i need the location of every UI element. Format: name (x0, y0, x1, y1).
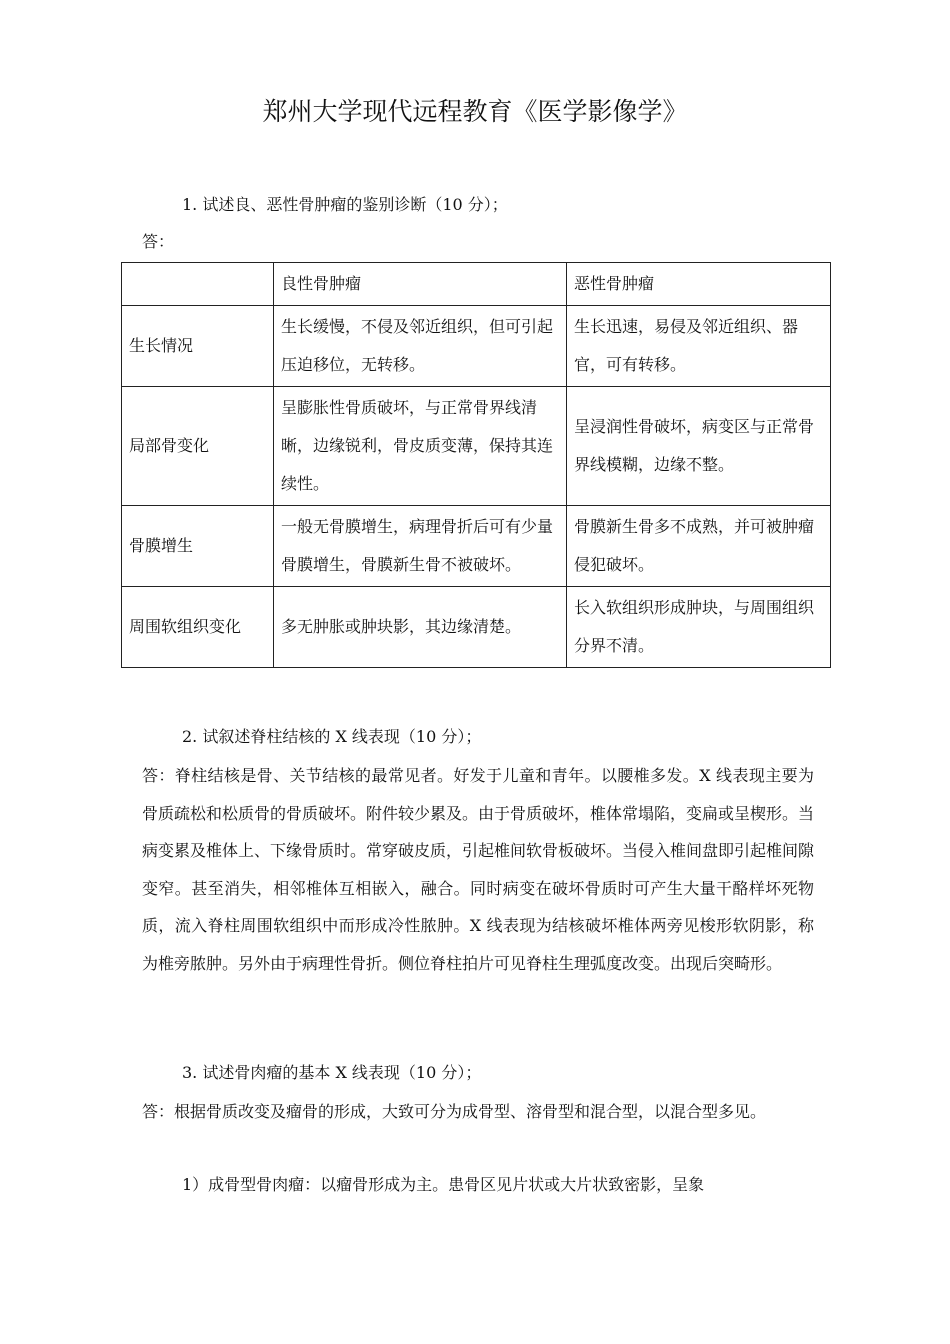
table-header-row (122, 263, 831, 306)
row-label: 骨膜增生 (122, 506, 274, 587)
row-label: 生长情况 (122, 306, 274, 387)
answer-3-item-1: 1）成骨型骨肉瘤：以瘤骨形成为主。患骨区见片状或大片状致密影，呈象 (182, 1175, 705, 1194)
answer-3: 答：根据骨质改变及瘤骨的形成，大致可分为成骨型、溶骨型和混合型，以混合型多见。 (142, 1102, 767, 1121)
comparison-table (121, 262, 831, 668)
table-row (122, 506, 831, 587)
question-2: 2. 试叙述脊柱结核的 X 线表现（10 分）； (182, 727, 482, 746)
row-label: 周围软组织变化 (122, 587, 274, 668)
answer-1-label: 答： (142, 232, 175, 251)
row-label: 局部骨变化 (122, 387, 274, 506)
malignant-cell: 长入软组织形成肿块，与周围组织分界不清。 (567, 587, 831, 668)
page-title: 郑州大学现代远程教育《医学影像学》 (262, 97, 688, 126)
malignant-cell: 生长迅速，易侵及邻近组织、器官，可有转移。 (567, 306, 831, 387)
table-row (122, 306, 831, 387)
table-row (122, 587, 831, 668)
malignant-cell: 骨膜新生骨多不成熟，并可被肿瘤侵犯破坏。 (567, 506, 831, 587)
question-3: 3. 试述骨肉瘤的基本 X 线表现（10 分）； (182, 1063, 482, 1082)
table-row (122, 387, 831, 506)
table-header-cell: 恶性骨肿瘤 (567, 263, 831, 306)
question-1: 1. 试述良、恶性骨肿瘤的鉴别诊断（10 分）； (182, 195, 508, 214)
benign-cell: 生长缓慢，不侵及邻近组织，但可引起压迫移位，无转移。 (274, 306, 567, 387)
table-header-cell (122, 263, 274, 306)
answer-2: 答：脊柱结核是骨、关节结核的最常见者。好发于儿童和青年。以腰椎多发。X 线表现主要为骨质疏松和松质骨的骨质破坏。附件较少累及。由于骨质破坏，椎体常塌陷，变扁或呈楔形。当病变累及椎体上、下缘骨质时。常穿破皮质，引起椎间软骨板破坏。当侵入椎间盘即引起椎间隙变窄。甚至消失，相邻椎体互相嵌入，融合。同时病变在破坏骨质时可产生大量干酪样坏死物质，流入脊柱周围软组织中而形成冷性脓肿。X 线表现为结核破坏椎体两旁见梭形软阴影，称为椎旁脓肿。另外由于病理性骨折。侧位脊柱拍片可见脊柱生理弧度改变。出现后突畸形。 (142, 766, 815, 973)
table-header-cell: 良性骨肿瘤 (274, 263, 567, 306)
benign-cell: 一般无骨膜增生，病理骨折后可有少量骨膜增生，骨膜新生骨不被破坏。 (274, 506, 567, 587)
benign-cell: 多无肿胀或肿块影，其边缘清楚。 (274, 587, 567, 668)
malignant-cell: 呈浸润性骨破坏，病变区与正常骨界线模糊，边缘不整。 (567, 387, 831, 506)
benign-cell: 呈膨胀性骨质破坏，与正常骨界线清晰，边缘锐利，骨皮质变薄，保持其连续性。 (274, 387, 567, 506)
